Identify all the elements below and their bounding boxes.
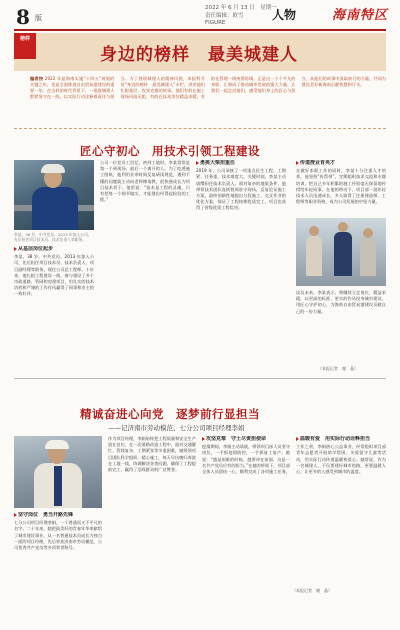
article1-col1 — [14, 246, 94, 361]
photo-head-3 — [363, 228, 373, 238]
article2-subhead1: 坚守岗位 勇当开路先锋 — [14, 512, 102, 518]
paper-logo: 海南特区 — [332, 8, 389, 23]
intro-divider — [14, 128, 386, 129]
article1-para1: 李某，38 岁，中共党员。2013 年加入公司，先后担任项目技术员、技术负责人、项目副经理等职务，现任公司总工程师。十年来，他扎根工程建设一线，参与建设了多个市政道路、管网和房建项目，用扎实的技术功底和严谨的工作作风赢得了同事和业主的一致好评。 — [14, 254, 94, 297]
article2-para2: 作为项目经理，李娟始终把工程质量和安全生产放在首位。在一次道路改造工程中，面对交通繁忙、管线复杂、工期紧张等多重困难，她带领项目团队科学组织、精心施工，每天早出晚归奔波在工地一线，协调解决各类问题，确保了工程提前完工，赢得了沿线群众的广泛赞誉。 — [108, 436, 196, 473]
section-divider — [14, 378, 386, 379]
article2-subhead3: 温暖有爱 用实际行动诠释担当 — [296, 436, 386, 442]
subhead-marker-icon — [296, 161, 299, 165]
article2-col3 — [202, 436, 290, 622]
date-line: 2022 年 6 月 13 日 星期一 — [205, 5, 277, 11]
subhead-marker-icon — [296, 437, 299, 441]
photo-head-2 — [338, 222, 348, 232]
article1-subhead2: 勇挑大梁担重任 — [196, 160, 286, 166]
article1-col2 — [100, 160, 190, 365]
article1-photo — [14, 160, 94, 230]
subhead-marker-icon — [196, 161, 199, 165]
editor-line: 责任编辑：欧雪 — [205, 12, 244, 19]
subhead-marker-icon — [14, 247, 17, 251]
photo-person-3 — [360, 238, 376, 276]
column-title: 身边的榜样 最美城建人 — [100, 45, 298, 65]
article2-col1 — [14, 512, 102, 622]
article2-title: 精诚奋进心向党 逐梦前行显担当 — [80, 407, 260, 421]
page-number: 8 — [16, 5, 30, 29]
article2-author: （本报记者 谢 晶） — [292, 588, 332, 593]
article1-author: （本报记者 谢 晶） — [318, 366, 358, 371]
article2-col4 — [296, 436, 386, 584]
article1-photo2 — [296, 218, 386, 286]
photo-strap — [54, 466, 62, 506]
article1-subhead1: 从基层岗位起步 — [14, 246, 94, 252]
article1-para3: 2019 年，公司承接了一项重点民生工程，工期紧、任务重、技术难度大。关键时刻，李某主动请缨担任技术负责人。面对复杂的地质条件，他带领技术团队连续数周驻守现场，反复论证施工方案，最终创新性地提出分段施工、交叉作业的优化方案，保证了工程按期优质完工，项目也获得了省级优质工程奖项。 — [196, 168, 286, 211]
article1-col4 — [296, 160, 386, 216]
article2-para4: 工作之余，李娟热心公益事业，经常组织项目部青年志愿者开展助学帮困、关爱留守儿童等活动，用实际行动传递温暖和爱心。她常说，作为一名城建人，不仅要建好城市的路，更要温暖人心，让更多的人感受到城市的温度。 — [296, 444, 386, 475]
figure-line: FIGURE — [205, 20, 226, 26]
article1-title: 匠心守初心 用技术引领工程建设 — [80, 144, 260, 158]
article2-subtitle: ——记济南市劳动模范、七分公司项目经理李娟 — [108, 424, 245, 432]
page-header — [0, 0, 400, 34]
photo-helmet — [45, 440, 69, 449]
photo-person-1 — [306, 236, 322, 276]
article1-col5 — [296, 290, 386, 360]
header-meta — [205, 5, 277, 28]
article2-subhead2: 攻坚克难 守土尽责担使命 — [202, 436, 290, 442]
article2-para3: 疫情期间，李娟主动请战，带领项目部人员坚守岗位，一手抓疫情防控，一手抓复工复产。她说：“越是困难的时候，越要冲在前面，这是一名共产党员应有的担当。”在她的带领下，项目部全体人员团结一心，顺利完成了各项施工任务。 — [202, 444, 290, 475]
article1-para4: 在做好本职工作的同时，李某十分注重人才培养。他坚持“传帮带”，定期组织技术交流和专题培训，把自己多年积累的施工经验毫无保留地传授给年轻同事。在他的带动下，项目部一批年轻技术人员迅速成长，多人取得了注册建造师、工程师等职业资格，成为公司发展的中坚力量。 — [296, 168, 386, 205]
header-rule — [14, 29, 386, 31]
subhead-marker-icon — [14, 513, 17, 517]
editor-note — [30, 76, 386, 100]
page-number-suffix: 版 — [35, 14, 42, 22]
article2-col2 — [108, 436, 196, 622]
article1-subhead3: 传道授业育英才 — [296, 160, 386, 166]
photo-person-2 — [334, 232, 352, 276]
article2-photo — [14, 436, 102, 508]
section-name: 人物 — [272, 8, 297, 22]
column-badge: 榜样 — [14, 33, 36, 59]
editor-note-text: 2022 年是海南实施“十四五”规划的关键之年，也是全面推进自由贸易港建设的重要一年。在这样的时代背景下，一批批城建人默默坚守在一线，以实际行动诠释着责任与担当。为了展现城建人的精神风貌，本报特开设“身边的榜样 最美城建人”专栏，讲述他们扎根基层、攻坚克难的故事。他们有的在施工现场风雨无阻，有的在技术岗位精益求精，有的在管理一线统筹协调。正是这一个个平凡的身影，汇聚成了推动城市发展的强大力量。让我们一起走近他们，感受他们身上的匠心与担当，从他们的故事中汲取前行的力量，共同为建设美好新海南贡献智慧和汗水。 — [30, 76, 386, 99]
article1-para2: 公司一位老员工回忆，初到工地时，李某常常是第一个到现场、最后一个离开的人。为了吃透施工图纸，他利用业余时间反复研读规范，遇到不懂的问题就主动向老师傅请教，很快便成长为项目技术骨干。他常说：“技术是工程的灵魂，只有把每一个细节做实，才能建出经得起检验的工程。” — [100, 160, 190, 203]
article2-para1: 七分公司项目经理李娟，一个普通而又不平凡的名字。二十年来，她把最美好的青春年华奉献给了城市建设事业，从一名普通技术员成长为独当一面的项目经理，先后荣获济南市劳动模范、公司优秀共产党员等多项荣誉称号。 — [14, 520, 102, 551]
subhead-marker-icon — [202, 437, 205, 441]
editor-note-label: 编者按 — [30, 76, 44, 81]
photo-helmet — [41, 164, 65, 173]
photo-worker-body — [32, 187, 78, 230]
article1-caption: 李某，38 岁，中共党员，2013 年加入公司，先后担任项目技术员、技术负责人等职务。 — [14, 232, 92, 242]
article1-col3 — [196, 160, 286, 365]
photo-head-1 — [309, 226, 319, 236]
article1-para5: 谈及未来，李某表示，将继续立足岗位、精益求精，以更高的标准、更实的作风投身城市建设，用匠心守护初心，为海南自由贸易港建设贡献自己的一份力量。 — [296, 290, 386, 314]
